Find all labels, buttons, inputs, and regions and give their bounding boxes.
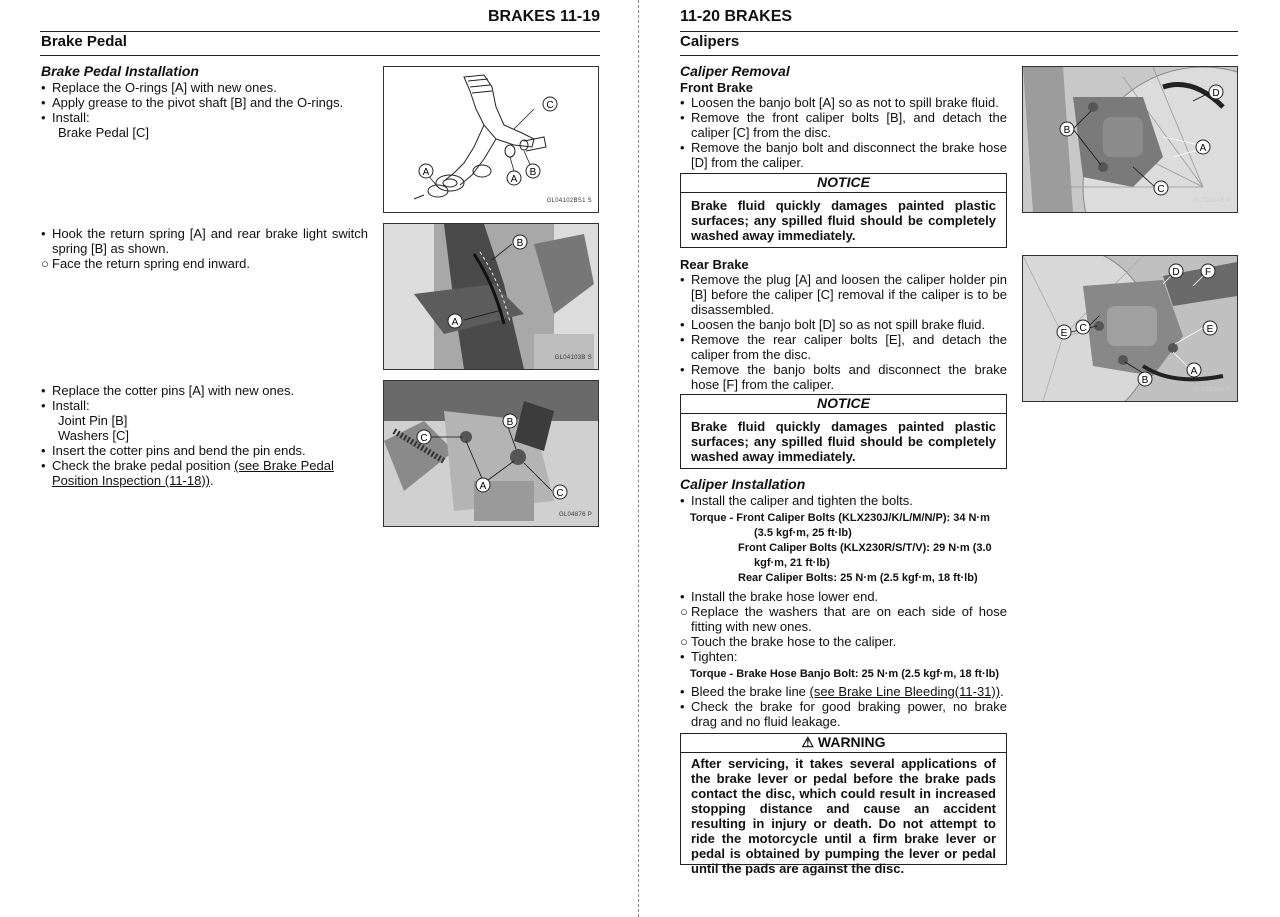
- page-header: BRAKES 11-19: [487, 8, 600, 25]
- section-rule: [680, 55, 1238, 56]
- cotter-pin-drawing: [384, 381, 598, 526]
- list-item: • Check the brake for good braking power, no brake drag and no fluid leakage.: [680, 699, 1007, 729]
- section-title: Calipers: [680, 33, 740, 50]
- callout-C: C: [1079, 323, 1087, 334]
- list-item: • Replace the O-rings [A] with new ones.: [41, 80, 277, 95]
- callout-C: C: [556, 488, 564, 499]
- callout-D: D: [1212, 88, 1220, 99]
- list-item: ○ Replace the washers that are on each side of hose fitting with new ones.: [680, 604, 1007, 634]
- list-item: Brake Pedal [C]: [58, 125, 150, 140]
- callout-B: B: [1063, 125, 1071, 136]
- callout-B: B: [506, 417, 514, 428]
- figure-id: GL04876 P: [558, 512, 592, 518]
- callout-A: A: [1190, 366, 1198, 377]
- subsection-title: Brake Pedal Installation: [41, 63, 199, 79]
- notice-body: Brake fluid quickly damages painted plastic surfaces; any spilled fluid should be completely washed away immediately.: [691, 198, 996, 243]
- callout-A: A: [1199, 143, 1207, 154]
- hose-steps: [680, 589, 1007, 729]
- callout-D: D: [1172, 267, 1180, 278]
- front-caliper-drawing: [1023, 67, 1237, 212]
- list-item: • Replace the cotter pins [A] with new ones.: [41, 383, 295, 398]
- list-item: • Bleed the brake line (see Brake Line Bleeding(11-31)).: [680, 684, 1004, 699]
- left-page: [0, 0, 638, 917]
- callout-A: A: [479, 481, 487, 492]
- notice-title: NOTICE: [681, 174, 1006, 193]
- callout-C: C: [1157, 184, 1165, 195]
- list-item: • Install the brake hose lower end.: [680, 589, 879, 604]
- front-brake-steps: [680, 64, 1007, 170]
- install-steps-3: [41, 383, 371, 488]
- torque-spec: Torque - Front Caliper Bolts (KLX230J/K/L/M/N/P): 34 N·m (3.5 kgf·m, 25 ft·lb) Front Caliper Bolts (KLX230R/S/T/V): 29 N·m (3.0 kgf·m, 21 ft·lb) Rear Caliper Bolts: 25 N·m (2.5 kgf·m, 18 ft·lb): [690, 512, 992, 584]
- list-item: ○ Touch the brake hose to the caliper.: [680, 634, 897, 649]
- rear-caliper-photo: [1022, 255, 1238, 402]
- list-item: • Install:: [41, 398, 90, 413]
- list-item: • Remove the plug [A] and loosen the caliper holder pin [B] before the caliper [C] removal if the caliper is to be disassembled.: [680, 272, 1007, 317]
- return-spring-photo: [383, 223, 599, 370]
- section-rule: [40, 55, 600, 56]
- brake-pedal-drawing: [384, 67, 598, 212]
- list-item: • Install the caliper and tighten the bolts.: [680, 493, 913, 508]
- brake-bleeding-link[interactable]: (see Brake Line Bleeding(11-31)): [809, 684, 1001, 699]
- callout-B: B: [1141, 375, 1149, 386]
- header-rule: [40, 31, 600, 32]
- callout-C: C: [546, 100, 554, 111]
- page-header: 11-20 BRAKES: [680, 8, 793, 25]
- warning-box: [680, 733, 1007, 876]
- caliper-removal-title: Caliper Removal: [680, 63, 790, 79]
- warning-title: ⚠ WARNING: [681, 734, 1006, 753]
- section-title: Brake Pedal: [41, 33, 127, 50]
- list-item: Washers [C]: [58, 428, 130, 443]
- list-item: • Install:: [41, 110, 90, 125]
- caliper-install-steps: [680, 477, 1010, 586]
- list-item: • Remove the banjo bolts and disconnect the brake hose [F] from the caliper.: [680, 362, 1007, 392]
- install-steps-1: [41, 64, 371, 140]
- list-item: • Loosen the banjo bolt [D] so as not spill brake fluid.: [680, 317, 986, 332]
- torque-spec: Torque - Brake Hose Banjo Bolt: 25 N·m (2.5 kgf·m, 18 ft·lb): [690, 668, 1000, 680]
- callout-A: A: [451, 317, 459, 328]
- rear-brake-title: Rear Brake: [680, 257, 749, 272]
- right-page: [640, 0, 1280, 917]
- callout-F: F: [1204, 267, 1212, 278]
- callout-C: C: [420, 433, 428, 444]
- callout-E: E: [1060, 328, 1068, 339]
- list-item: • Tighten:: [680, 649, 738, 664]
- warning-triangle-icon: ⚠: [801, 734, 814, 750]
- figure-id: GL7183AE P: [1192, 198, 1231, 204]
- list-item: • Insert the cotter pins and bend the pin ends.: [41, 443, 306, 458]
- warning-body: After servicing, it takes several applications of the brake lever or pedal before the brake pads contact the disc, which could result in increased stopping distance and cause an accident resulting in injury or death. Do not attempt to ride the motorcycle until a firm brake lever or pedal is obtained by pumping the lever or pedal until the pads are against the disc.: [691, 756, 996, 876]
- callout-A: A: [510, 174, 518, 185]
- header-rule: [680, 31, 1238, 32]
- cotter-pin-photo: [383, 380, 599, 527]
- list-item: • Hook the return spring [A] and rear brake light switch spring [B] as shown.: [41, 226, 368, 256]
- pedal-position-link[interactable]: (see Brake Pedal Position Inspection (11-18)): [52, 458, 334, 488]
- callout-B: B: [516, 238, 524, 249]
- list-item: • Apply grease to the pivot shaft [B] and the O-rings.: [41, 95, 344, 110]
- list-item: • Remove the front caliper bolts [B], and detach the caliper [C] from the disc.: [680, 110, 1007, 140]
- notice-box-2: [680, 394, 1007, 469]
- notice-box-1: [680, 173, 1007, 248]
- list-item: • Remove the rear caliper bolts [E], and detach the caliper from the disc.: [680, 332, 1007, 362]
- brake-pedal-figure: [383, 66, 599, 213]
- list-item: • Loosen the banjo bolt [A] so as not to spill brake fluid.: [680, 95, 999, 110]
- notice-title: NOTICE: [681, 395, 1006, 414]
- callout-B: B: [529, 167, 537, 178]
- rear-caliper-drawing: [1023, 256, 1237, 401]
- callout-A: A: [422, 167, 430, 178]
- figure-id: GL04103B S: [554, 355, 592, 361]
- list-item: • Check the brake pedal position (see Brake Pedal Position Inspection (11-18)).: [41, 458, 334, 488]
- list-item: • Remove the banjo bolt and disconnect the brake hose [D] from the caliper.: [680, 140, 1007, 170]
- list-item: Joint Pin [B]: [58, 413, 128, 428]
- front-brake-title: Front Brake: [680, 80, 753, 95]
- callout-E: E: [1206, 324, 1214, 335]
- list-item: ○ Face the return spring end inward.: [41, 256, 250, 271]
- rear-brake-steps: [680, 257, 1007, 392]
- caliper-installation-title: Caliper Installation: [680, 476, 806, 492]
- notice-body: Brake fluid quickly damages painted plastic surfaces; any spilled fluid should be completely washed away immediately.: [691, 419, 996, 464]
- callout-labels: [419, 97, 557, 185]
- install-steps-2: [41, 226, 368, 271]
- figure-id: GL0283BB P: [1192, 387, 1231, 393]
- return-spring-drawing: [384, 224, 598, 369]
- figure-id: GL04102BS1 S: [546, 198, 592, 204]
- front-caliper-photo: [1022, 66, 1238, 213]
- page-divider: [638, 0, 639, 917]
